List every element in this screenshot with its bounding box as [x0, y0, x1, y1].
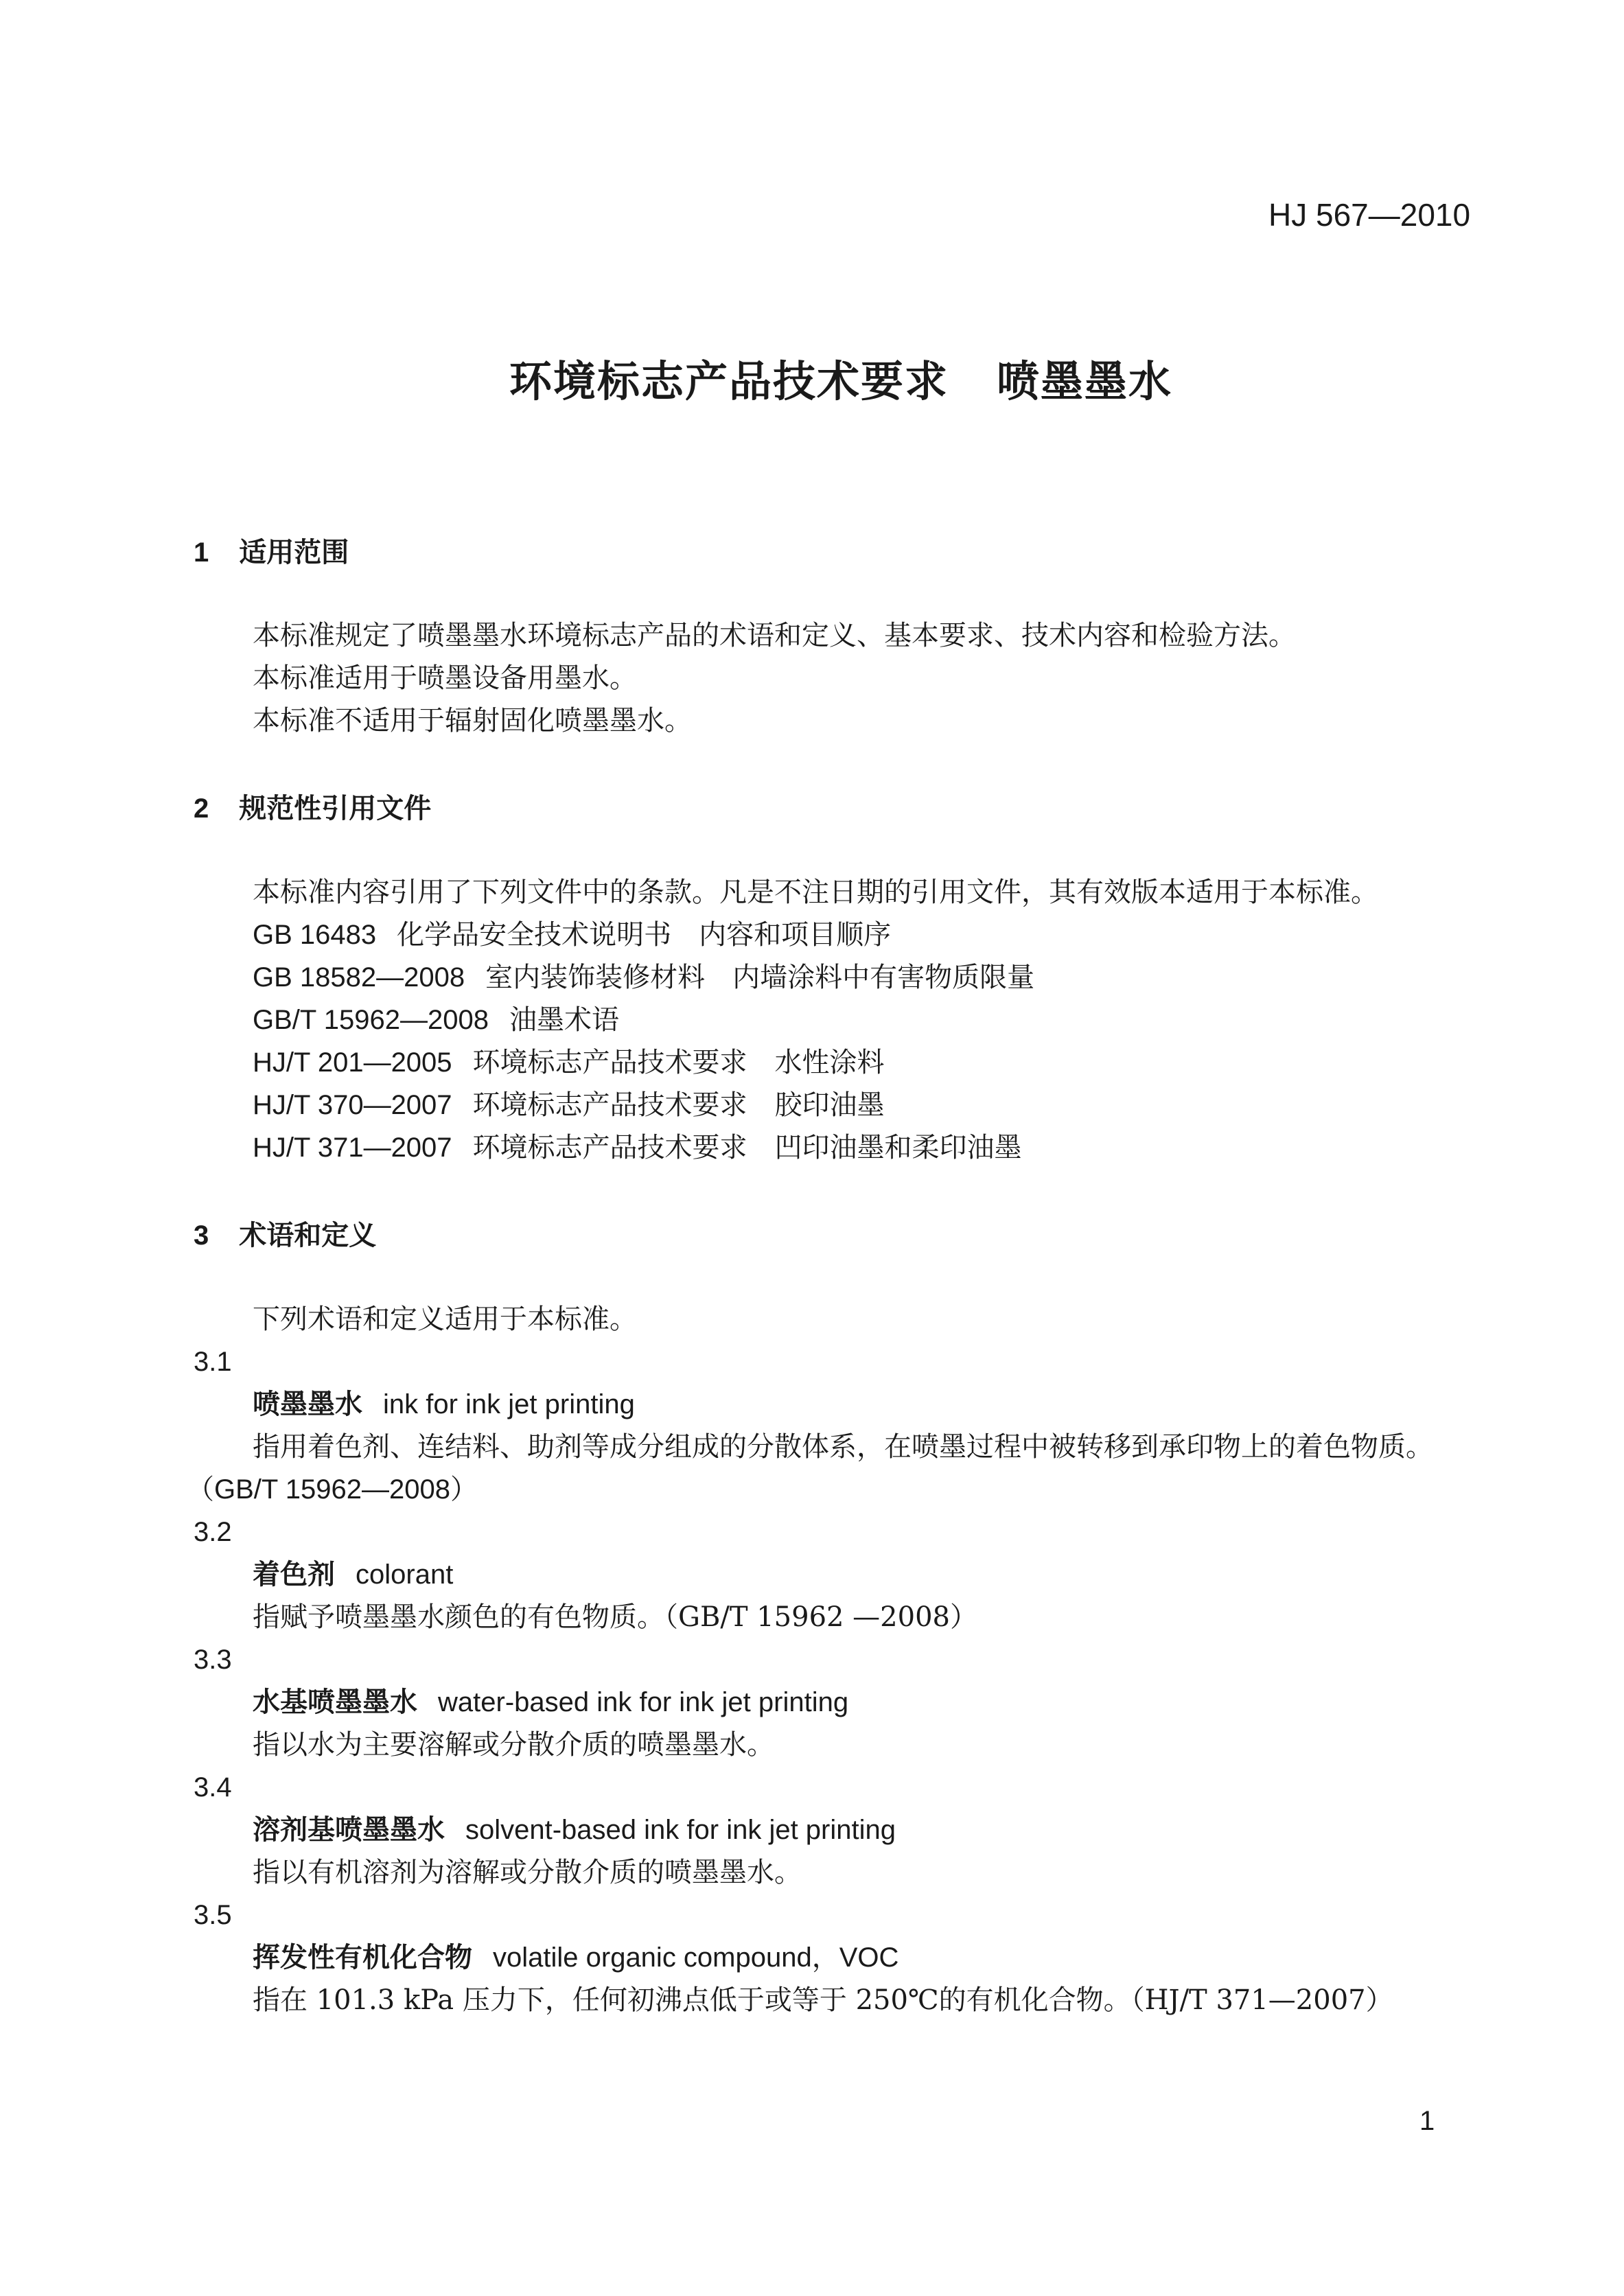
section-1-title: 适用范围	[239, 537, 349, 568]
reference-item	[253, 1134, 1022, 1161]
section-2-title: 规范性引用文件	[239, 793, 432, 824]
section-1-paragraph: 本标准规定了喷墨墨水环境标志产品的术语和定义、基本要求、技术内容和检验方法。	[253, 620, 1296, 651]
reference-title: 环境标志产品技术要求 水性涂料	[472, 1047, 885, 1078]
reference-code: GB/T 15962—2008	[253, 1005, 489, 1035]
reference-title: 环境标志产品技术要求 胶印油墨	[472, 1089, 885, 1121]
reference-code: GB 18582—2008	[253, 962, 465, 993]
term-definition: 指用着色剂、连结料、助剂等成分组成的分散体系，在喷墨过程中被转移到承印物上的着色物质。	[253, 1431, 1433, 1463]
term-name-cn: 水基喷墨墨水	[253, 1687, 417, 1717]
term-number: 3.1	[194, 1347, 232, 1377]
section-2-heading	[194, 795, 431, 822]
term-heading	[253, 1944, 898, 1971]
reference-code: HJ/T 201—2005	[253, 1047, 452, 1078]
term-name-cn: 挥发性有机化合物	[253, 1943, 472, 1973]
term-name-cn: 溶剂基喷墨墨水	[253, 1815, 445, 1845]
term-heading	[253, 1391, 635, 1418]
reference-item	[253, 964, 1034, 991]
term-name-en: solvent-based ink for ink jet printing	[465, 1815, 896, 1845]
document-title	[509, 358, 1173, 406]
section-1-number: 1	[194, 537, 209, 568]
section-3-intro: 下列术语和定义适用于本标准。	[253, 1303, 637, 1335]
term-number: 3.4	[194, 1772, 232, 1802]
reference-title: 化学品安全技术说明书 内容和项目顺序	[397, 919, 892, 951]
section-2-number: 2	[194, 793, 209, 824]
term-heading	[253, 1689, 848, 1716]
reference-item	[253, 1091, 885, 1119]
reference-item	[253, 921, 891, 949]
reference-code: GB 16483	[253, 920, 377, 950]
reference-title: 室内装饰装修材料 内墙涂料中有害物质限量	[485, 962, 1035, 993]
term-name-cn: 喷墨墨水	[253, 1389, 362, 1419]
reference-code: HJ/T 371—2007	[253, 1133, 452, 1163]
term-definition: 指以有机溶剂为溶解或分散介质的喷墨墨水。	[253, 1857, 802, 1888]
term-number: 3.3	[194, 1645, 232, 1675]
section-3-number: 3	[194, 1220, 209, 1251]
term-name-en: ink for ink jet printing	[383, 1389, 635, 1419]
reference-item	[253, 1049, 885, 1076]
term-definition: 指在 101.3 kPa 压力下，任何初沸点低于或等于 250℃的有机化合物。（HJ/T 371—2007）	[253, 1984, 1393, 2016]
reference-title: 油墨术语	[509, 1004, 619, 1036]
title-main: 环境标志产品技术要求	[509, 358, 949, 406]
term-number: 3.5	[194, 1900, 232, 1930]
title-sub: 喷墨墨水	[997, 358, 1173, 406]
section-1-paragraph: 本标准不适用于辐射固化喷墨墨水。	[253, 705, 692, 737]
term-name-en: colorant	[356, 1559, 454, 1590]
section-1-paragraph: 本标准适用于喷墨设备用墨水。	[253, 662, 637, 694]
page-number: 1	[1419, 2106, 1435, 2136]
standard-number: HJ 567—2010	[1268, 197, 1471, 233]
reference-title: 环境标志产品技术要求 凹印油墨和柔印油墨	[472, 1132, 1022, 1163]
term-name-en: water-based ink for ink jet printing	[438, 1687, 849, 1717]
term-name-cn: 着色剂	[253, 1559, 335, 1590]
section-1-heading	[194, 539, 349, 566]
term-definition: 指赋予喷墨墨水颜色的有色物质。（GB/T 15962 —2008）	[253, 1601, 977, 1633]
section-3-title: 术语和定义	[239, 1220, 377, 1251]
term-heading	[253, 1561, 453, 1588]
reference-code: HJ/T 370—2007	[253, 1090, 452, 1120]
section-3-heading	[194, 1222, 376, 1249]
section-2-intro: 本标准内容引用了下列文件中的条款。凡是不注日期的引用文件，其有效版本适用于本标准。	[253, 877, 1378, 908]
reference-item	[253, 1006, 619, 1034]
term-heading	[253, 1816, 896, 1844]
term-definition-continued: （GB/T 15962—2008）	[187, 1474, 478, 1505]
term-number: 3.2	[194, 1517, 232, 1547]
term-definition: 指以水为主要溶解或分散介质的喷墨墨水。	[253, 1729, 774, 1761]
term-name-en: volatile organic compound，VOC	[493, 1943, 899, 1973]
